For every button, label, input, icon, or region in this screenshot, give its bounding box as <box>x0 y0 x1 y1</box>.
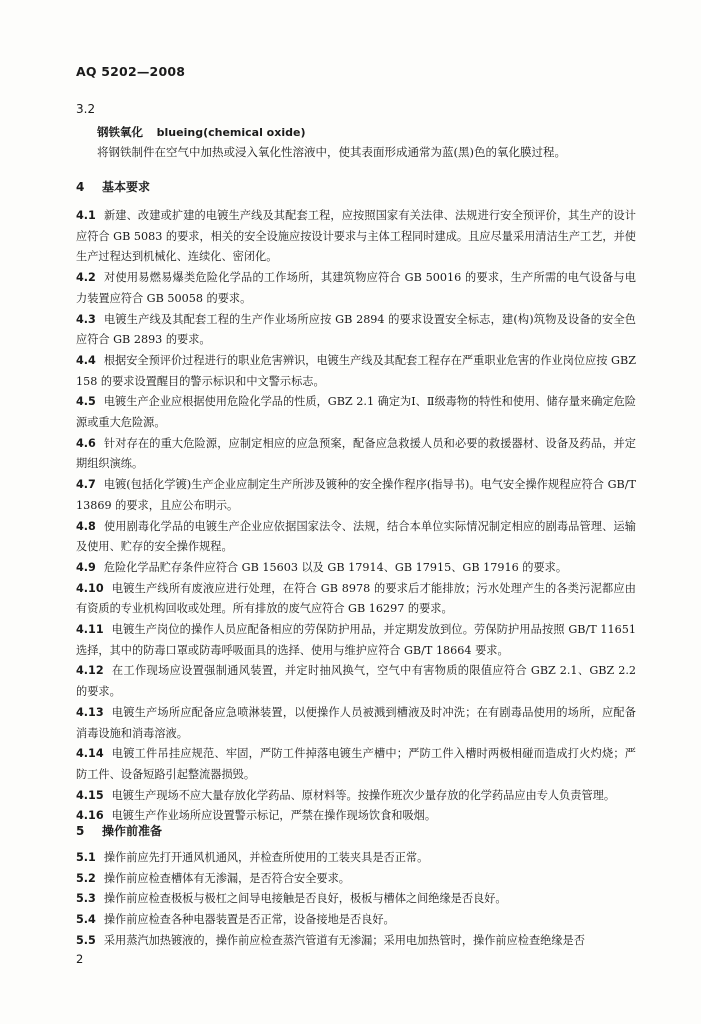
clause-item <box>76 392 636 433</box>
clause-text: 操作前应检查各种电器装置是否正常，设备接地是否良好。 <box>103 913 395 927</box>
clause-text: 操作前应检查极板与极杠之间导电接触是否良好，极板与槽体之间绝缘是否良好。 <box>103 892 507 906</box>
clause-text: 操作前应检查槽体有无渗漏，是否符合安全要求。 <box>103 871 350 885</box>
section-5-title: 操作前准备 <box>102 824 163 838</box>
clause-text: 针对存在的重大危险源，应制定相应的应急预案，配备应急救援人员和必要的救援器材、设备及药品，并定期组织演练。 <box>76 436 636 471</box>
clause-item <box>76 475 636 516</box>
clause-number: 4.6 <box>76 436 96 450</box>
section-4-clauses <box>76 206 636 827</box>
clause-item <box>76 744 636 785</box>
clause-item <box>76 869 636 890</box>
clause-item <box>76 889 636 910</box>
clause-item <box>76 661 636 702</box>
clause-text: 操作前应先打开通风机通风，并检查所使用的工装夹具是否正常。 <box>103 851 429 864</box>
clause-number: 4.2 <box>76 271 96 285</box>
clause-text: 使用剧毒化学品的电镀生产企业应依据国家法令、法规，结合本单位实际情况制定相应的剧毒品管理、运输及使用、贮存的安全操作规程。 <box>76 519 636 554</box>
section-4-heading <box>76 178 150 195</box>
clause-number: 4.4 <box>76 353 96 367</box>
clause-text: 电镀(包括化学镀)生产企业应制定生产所涉及镀种的安全操作程序(指导书)。电气安全操作规程应符合 GB/T 13869 的要求，且应公布明示。 <box>76 478 636 512</box>
clause-text: 电镀生产岗位的操作人员应配备相应的劳保防护用品，并定期发放到位。劳保防护用品按照 GB/T 11651 选择，其中的防毒口罩或防毒呼吸面具的选择、使用与维护应符合 GB/T 18664 要求。 <box>76 623 636 657</box>
clause-item <box>76 310 636 351</box>
term-number: 3.2 <box>76 102 96 116</box>
clause-number: 4.13 <box>76 705 104 719</box>
page-number: 2 <box>76 952 84 966</box>
section-4-number: 4 <box>76 180 85 194</box>
clause-text: 新建、改建或扩建的电镀生产线及其配套工程，应按照国家有关法律、法规进行安全预评价，其生产的设计应符合 GB 5083 的要求，相关的安全设施应按设计要求与主体工程同时建成。且应尽量采用清洁生产工艺，并使生产过程达到机械化、连续化、密闭化。 <box>76 209 636 264</box>
term-name-zh: 钢铁氧化 <box>97 125 143 139</box>
clause-number: 5.3 <box>76 892 96 906</box>
clause-text: 电镀生产作业场所应设置警示标记，严禁在操作现场饮食和吸烟。 <box>111 809 437 823</box>
clause-text: 电镀生产线及其配套工程的生产作业场所应按 GB 2894 的要求设置安全标志，建(构)筑物及设备的安全色应符合 GB 2893 的要求。 <box>76 312 636 347</box>
term-definition: 将钢铁制件在空气中加热或浸入氧化性溶液中，使其表面形成通常为蓝(黑)色的氧化膜过程。 <box>97 145 566 159</box>
section-5-heading <box>76 822 162 839</box>
clause-number: 5.1 <box>76 851 96 864</box>
standard-code-header: AQ 5202—2008 <box>76 64 186 79</box>
clause-item <box>76 910 636 931</box>
clause-item <box>76 620 636 661</box>
clause-number: 4.10 <box>76 581 104 595</box>
clause-item <box>76 848 636 869</box>
clause-number: 5.4 <box>76 913 96 927</box>
clause-item <box>76 931 636 952</box>
clause-number: 4.9 <box>76 560 96 574</box>
clause-number: 4.16 <box>76 809 104 823</box>
clause-item <box>76 434 636 475</box>
clause-number: 4.12 <box>76 664 104 678</box>
clause-item <box>76 703 636 744</box>
clause-text: 对使用易燃易爆类危险化学品的工作场所，其建筑物应符合 GB 50016 的要求，生产所需的电气设备与电力装置应符合 GB 50058 的要求。 <box>76 271 636 305</box>
clause-item <box>76 558 636 579</box>
clause-number: 4.1 <box>76 209 96 222</box>
section-5-clauses <box>76 848 636 952</box>
clause-text: 采用蒸汽加热镀液的，操作前应检查蒸汽管道有无渗漏；采用电加热管时，操作前应检查绝缘是否 <box>103 933 585 947</box>
clause-text: 危险化学品贮存条件应符合 GB 15603 以及 GB 17914、GB 17915、GB 17916 的要求。 <box>103 560 568 574</box>
clause-text: 电镀生产企业应根据使用危险化学品的性质，GBZ 2.1 确定为Ⅰ、Ⅱ级毒物的特性和使用、储存量来确定危险源或重大危险源。 <box>76 395 636 430</box>
clause-number: 4.8 <box>76 519 96 533</box>
clause-item <box>76 579 636 620</box>
clause-number: 4.14 <box>76 747 104 761</box>
clause-text: 电镀生产现场不应大量存放化学药品、原材料等。按操作班次少量存放的化学药品应由专人负责管理。 <box>111 788 616 802</box>
clause-number: 5.2 <box>76 871 96 885</box>
clause-number: 4.11 <box>76 623 104 637</box>
clause-item <box>76 786 636 807</box>
clause-item <box>76 268 636 309</box>
clause-number: 4.5 <box>76 395 96 409</box>
section-4-title: 基本要求 <box>102 180 151 194</box>
clause-number: 5.5 <box>76 933 96 947</box>
clause-number: 4.15 <box>76 788 104 802</box>
clause-number: 4.3 <box>76 312 96 326</box>
clause-text: 电镀生产场所应配备应急喷淋装置，以便操作人员被溅到槽液及时冲洗；在有剧毒品使用的场所，应配备消毒设施和消毒溶液。 <box>76 705 636 740</box>
clause-item <box>76 351 636 392</box>
clause-text: 电镀工件吊挂应规范、牢固，严防工件掉落电镀生产槽中；严防工件入槽时两极相碰而造成打火灼烧；严防工件、设备短路引起整流器损毁。 <box>76 747 636 781</box>
section-5-number: 5 <box>76 824 85 838</box>
term-name-en: blueing(chemical oxide) <box>156 126 306 139</box>
clause-text: 电镀生产线所有废液应进行处理，在符合 GB 8978 的要求后才能排放；污水处理产生的各类污泥都应由有资质的专业机构回收或处理。所有排放的废气应符合 GB 16297 的要求。 <box>76 581 636 616</box>
clause-text: 在工作现场应设置强制通风装置，并定时抽风换气，空气中有害物质的限值应符合 GBZ 2.1、GBZ 2.2 的要求。 <box>76 664 636 699</box>
clause-number: 4.7 <box>76 478 96 492</box>
clause-item <box>76 206 636 268</box>
clause-text: 根据安全预评价过程进行的职业危害辨识，电镀生产线及其配套工程存在严重职业危害的作业岗位应按 GBZ 158 的要求设置醒目的警示标识和中文警示标志。 <box>76 353 636 388</box>
term-title <box>97 124 305 140</box>
clause-item <box>76 517 636 558</box>
